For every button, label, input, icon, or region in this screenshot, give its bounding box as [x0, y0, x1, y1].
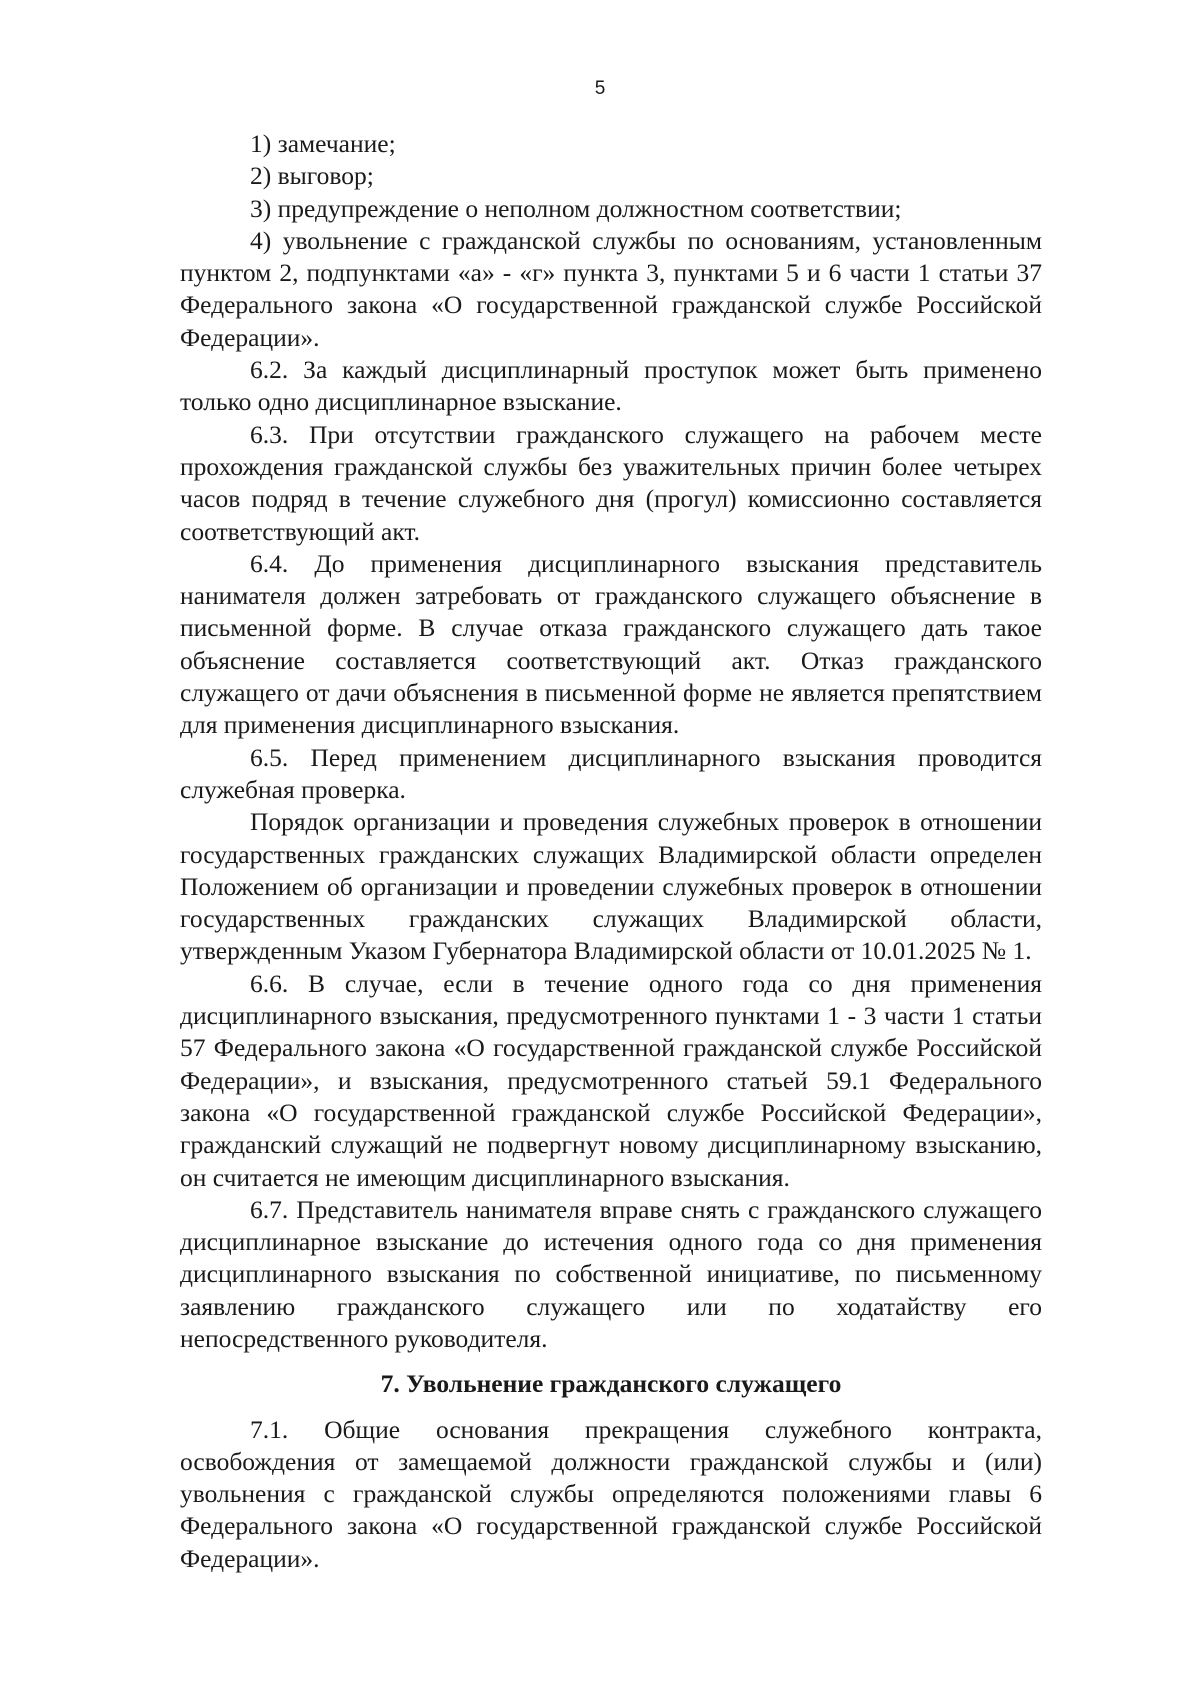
list-item-rebuke: 2) выговор; — [250, 161, 374, 191]
paragraph-6-6: 6.6. В случае, если в течение одного года со дня применения дисциплинарного взыскания, предусмотренного пунктами 1 - 3 части 1 статьи 57 Федерального закона «О государственной гражданской службе Российской Федерации», и взыскания, предусмотренного статьей 59.1 Федерального закона «О государственной гражданской службе Российской Федерации», гражданский служащий не подвергнут новому дисциплинарному взысканию, он считается не имеющим дисциплинарного взыскания. — [180, 968, 1042, 1192]
page-number: 5 — [594, 78, 606, 99]
list-item-dismissal: 4) увольнение с гражданской службы по основаниям, установленным пунктом 2, подпунктами «а» - «г» пункта 3, пунктами 5 и 6 части 1 статьи 37 Федерального закона «О государственной гражданской службе Российской Федерации». — [180, 225, 1042, 352]
paragraph-inspection-procedure: Порядок организации и проведения служебных проверок в отношении государственных гражданских служащих Владимирской области определен Положением об организации и проведении служебных проверок в отношении государственных гражданских служащих Владимирской области, утвержденным Указом Губернатора Владимирской области от 10.01.2025 № 1. — [180, 807, 1042, 966]
paragraph-6-2: 6.2. За каждый дисциплинарный проступок может быть применено только одно дисциплинарное взыскание. — [180, 355, 1042, 417]
list-item-warning: 3) предупреждение о неполном должностном соответствии; — [250, 193, 902, 223]
document-body — [180, 128, 1042, 1575]
paragraph-6-5: 6.5. Перед применением дисциплинарного взыскания проводится служебная проверка. — [180, 742, 1042, 804]
list-item-reprimand: 1) замечание; — [250, 129, 396, 158]
paragraph-6-7: 6.7. Представитель нанимателя вправе снять с гражданского служащего дисциплинарное взыскание до истечения одного года со дня применения дисциплинарного взыскания по собственной инициативе, по письменному заявлению гражданского служащего или по ходатайству его непосредственного руководителя. — [180, 1194, 1042, 1353]
paragraph-6-3: 6.3. При отсутствии гражданского служащего на рабочем месте прохождения гражданской службы без уважительных причин более четырех часов подряд в течение служебного дня (прогул) комиссионно составляется соответствующий акт. — [180, 419, 1042, 546]
section-heading: 7. Увольнение гражданского служащего — [380, 1369, 842, 1399]
paragraph-6-4: 6.4. До применения дисциплинарного взыскания представитель нанимателя должен затребовать от гражданского служащего объяснение в письменной форме. В случае отказа гражданского служащего дать такое объяснение составляется соответствующий акт. Отказ гражданского служащего от дачи объяснения в письменной форме не является препятствием для применения дисциплинарного взыскания. — [180, 548, 1042, 740]
paragraph-7-1: 7.1. Общие основания прекращения служебного контракта, освобождения от замещаемой должности гражданской службы и (или) увольнения с гражданской службы определяются положениями главы 6 Федерального закона «О государственной гражданской службе Российской Федерации». — [180, 1414, 1042, 1573]
